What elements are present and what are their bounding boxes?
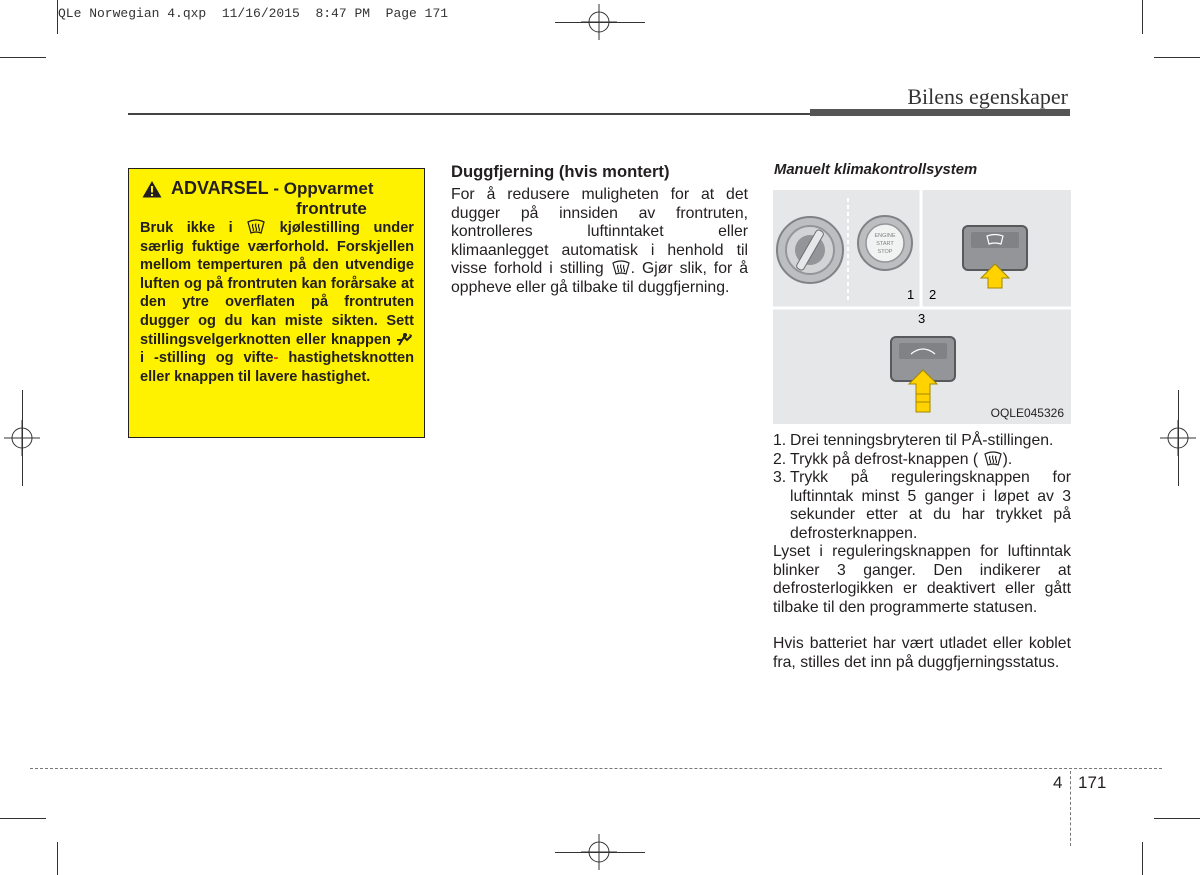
crop-mark xyxy=(1154,818,1200,819)
svg-text:ENGINE: ENGINE xyxy=(874,233,896,239)
crop-mark xyxy=(0,818,46,819)
figure-label-2: 2 xyxy=(929,287,937,302)
crop-mark xyxy=(22,390,23,486)
crop-mark xyxy=(0,57,46,58)
defog-heading: Duggfjerning (hvis montert) xyxy=(451,162,670,181)
warning-title-line2: frontrute xyxy=(296,199,367,218)
figure-label-1: 1 xyxy=(907,287,915,302)
crop-mark xyxy=(1142,842,1143,875)
crop-mark xyxy=(57,842,58,875)
footer-divider xyxy=(1070,771,1071,846)
climate-control-illustration xyxy=(773,190,1071,424)
ignition-switch-icon xyxy=(777,217,843,283)
crop-mark xyxy=(1178,390,1179,486)
footer-rule xyxy=(30,768,1162,769)
crop-mark xyxy=(555,22,645,23)
svg-text:STOP: STOP xyxy=(877,249,893,255)
print-header: QLe Norwegian 4.qxp 11/16/2015 8:47 PM Page 171 xyxy=(58,6,449,21)
figure-label-3: 3 xyxy=(918,311,926,326)
warning-triangle-icon xyxy=(142,180,162,198)
warning-box xyxy=(128,168,425,438)
procedure-steps xyxy=(773,432,1071,672)
chapter-number: 4 xyxy=(1053,773,1063,792)
climate-control-figure xyxy=(773,190,1071,424)
warning-header xyxy=(140,177,414,219)
defog-text: For å redusere muligheten for at det dugger på innsiden av frontruten, kontrolleres luftinntaket eller klimaanlegget automatisk i henhold til visse forhold i stilling . Gjør slik, for å oppheve eller gå tilbake til duggfjerning. xyxy=(451,186,748,296)
battery-paragraph: Hvis batteriet har vært utladet eller koblet fra, stilles det inn på duggfjerningsstatus. xyxy=(773,635,1071,671)
figure-code: OQLE045326 xyxy=(990,406,1064,420)
step-item: 3. Trykk på reguleringsknappen for luftinntak minst 5 ganger i løpet av 3 sekunder etter at du har trykket på defrosterknappen. xyxy=(773,469,1071,542)
section-title: Bilens egenskaper xyxy=(907,84,1068,109)
step-item: 1. Drei tenningsbryteren til PÅ-stillingen. xyxy=(773,432,1054,449)
step-item: 2. Trykk på defrost-knappen ( ). xyxy=(773,450,1013,468)
figure-caption: Manuelt klimakontrollsystem xyxy=(774,162,978,178)
crop-mark xyxy=(555,852,645,853)
page-number: 171 xyxy=(1078,773,1107,792)
header-rule-accent xyxy=(810,109,1070,116)
blink-paragraph: Lyset i reguleringsknappen for luftinntak blinker 3 ganger. Den indikerer at defrosterlogikken er deaktivert eller gått tilbake til den programmerte statusen. xyxy=(773,543,1071,616)
front-defrost-icon xyxy=(611,260,631,276)
crop-mark xyxy=(1154,57,1200,58)
front-defrost-icon xyxy=(983,451,1003,467)
front-defrost-icon xyxy=(246,219,266,235)
warning-text: Bruk ikke i kjølestilling under særlig fuktige værforhold. Forskjellen mellom temperturen på den utvendige luften og på frontruten kan forårsake at den ytre overflaten på frontruten dugger og du kan miste sikten. Sett stillingsvelgerknotten eller knappen i -stilling og vifte- hastighetsknotten eller knappen til lavere hastighet. xyxy=(140,220,414,385)
crop-mark xyxy=(1142,0,1143,34)
svg-text:START: START xyxy=(876,241,894,247)
engine-start-stop-button xyxy=(858,216,912,270)
header-rule xyxy=(128,113,810,115)
warning-title: ADVARSEL - Oppvarmet xyxy=(171,178,374,198)
vent-mode-icon xyxy=(396,331,414,347)
